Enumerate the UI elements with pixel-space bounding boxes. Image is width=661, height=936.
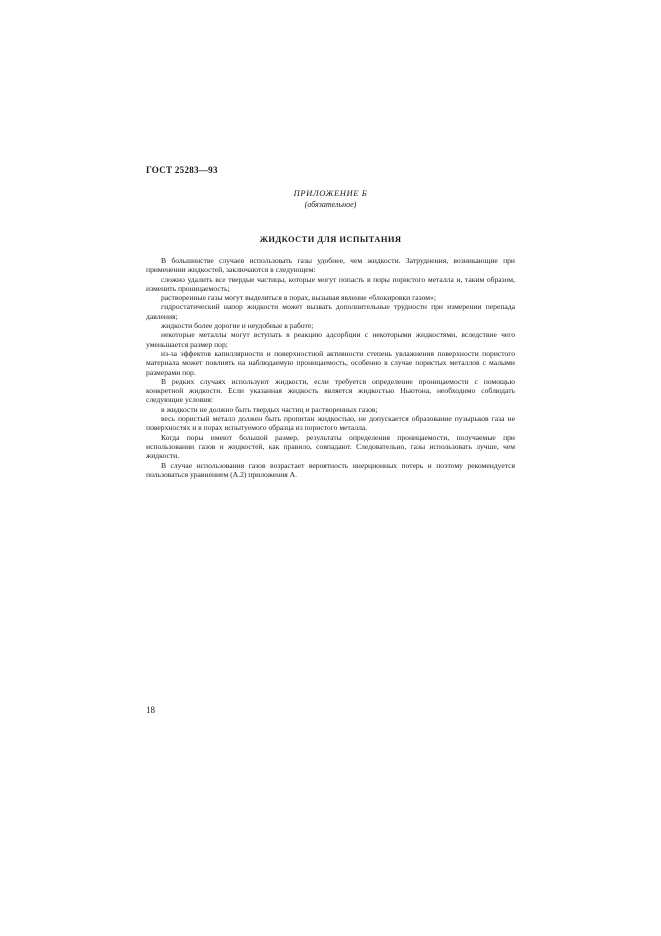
paragraph: В случае использования газов возрастает вероятность инерционных потерь и поэтому рекомендуется пользоваться уравнением (А.2) приложения А. [146,460,515,479]
section-heading: ЖИДКОСТИ ДЛЯ ИСПЫТАНИЯ [259,234,402,244]
paragraph: растворенные газы могут выделяться в порах, вызывая явление «блокировки газом»; [161,293,436,303]
paragraph: В большинстве случаев использовать газы удобнее, чем жидкости. Затруднения, возникающие при применении жидкостей, заключаются в следующем: [146,256,515,275]
body-text [146,256,515,479]
paragraph: из-за эффектов капиллярности и поверхностной активности степень увлажнения поверхности пористого материала может повлиять на наблюдаемую проницаемость, особенно в случае пористых металлов с малыми размерами пор. [146,348,515,377]
paragraph: некоторые металлы могут вступать в реакцию адсорбции с некоторыми жидкостями, вследствие чего уменьшается размер пор; [146,330,515,349]
page-number: 18 [146,705,155,715]
appendix-status: (обязательное) [304,200,357,209]
paragraph: в жидкости не должно быть твердых частиц и растворенных газов; [161,404,378,414]
paragraph: жидкости более дорогие и неудобные в работе; [161,321,314,331]
paragraph: гидростатический напор жидкости может вызвать дополнительные трудности при измерении перепада давления; [146,302,515,321]
paragraph: В редких случаях используют жидкости, если требуется определение проницаемости с помощью конкретной жидкости. Если указанная жидкость является жидкостью Ньютона, необходимо соблюдать следующие условия: [146,376,515,405]
paragraph: сложно удалить все твердые частицы, которые могут попасть в поры пористого металла и, таким образом, изменить проницаемость; [146,274,515,293]
paragraph: весь пористый металл должен быть пропитан жидкостью, не допускается образование пузырьков газа не поверхностях и в порах испытуемого образца из пористого металла. [146,414,515,433]
paragraph: Когда поры имеют большой размер, результаты определения проницаемости, получаемые при использовании газов и жидкостей, как правило, совпадают. Следовательно, газы использовать лучше, чем жидкости. [146,432,515,461]
appendix-title: ПРИЛОЖЕНИЕ Б [293,188,368,198]
document-code: ГОСТ 25283—93 [146,165,218,175]
